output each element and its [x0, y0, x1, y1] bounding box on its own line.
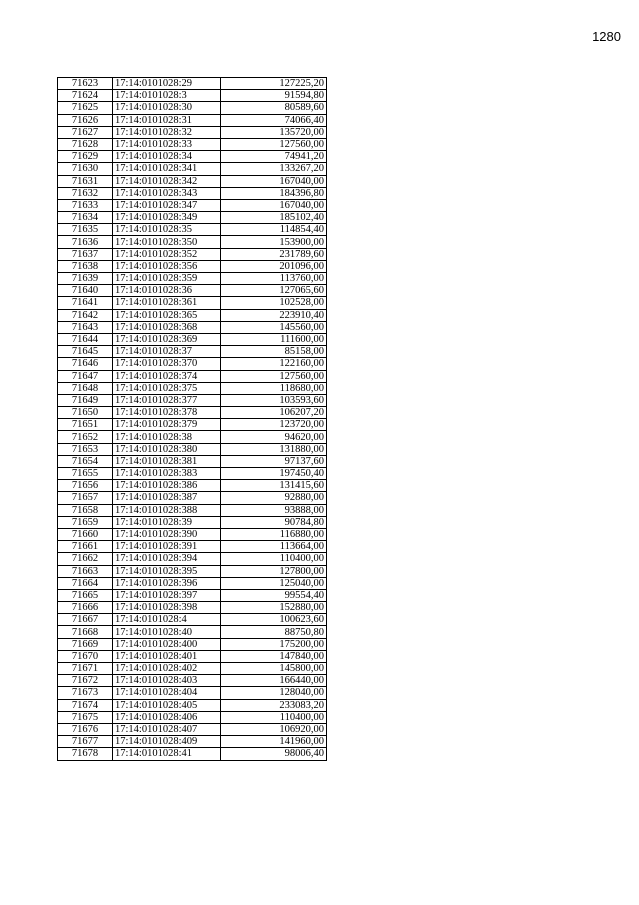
value-cell: 127225,20	[221, 78, 327, 90]
cadastral-number-cell: 17:14:0101028:3	[113, 90, 221, 102]
cadastral-number-cell: 17:14:0101028:33	[113, 138, 221, 150]
table-row	[58, 382, 327, 394]
table-row	[58, 138, 327, 150]
cadastral-number-cell: 17:14:0101028:380	[113, 443, 221, 455]
table-row	[58, 163, 327, 175]
record-number-cell: 71644	[58, 333, 113, 345]
value-cell: 85158,00	[221, 346, 327, 358]
table-row	[58, 151, 327, 163]
value-cell: 127800,00	[221, 565, 327, 577]
record-number-cell: 71678	[58, 748, 113, 760]
cadastral-number-cell: 17:14:0101028:356	[113, 260, 221, 272]
table-row	[58, 736, 327, 748]
value-cell: 74941,20	[221, 151, 327, 163]
table-row	[58, 407, 327, 419]
record-number-cell: 71664	[58, 577, 113, 589]
table-row	[58, 260, 327, 272]
value-cell: 145800,00	[221, 663, 327, 675]
table-row	[58, 699, 327, 711]
record-number-cell: 71648	[58, 382, 113, 394]
record-number-cell: 71652	[58, 431, 113, 443]
value-cell: 223910,40	[221, 309, 327, 321]
records-table-body	[58, 78, 327, 761]
page-number: 1280	[592, 29, 621, 44]
value-cell: 99554,40	[221, 589, 327, 601]
value-cell: 110400,00	[221, 553, 327, 565]
cadastral-number-cell: 17:14:0101028:405	[113, 699, 221, 711]
value-cell: 141960,00	[221, 736, 327, 748]
cadastral-number-cell: 17:14:0101028:349	[113, 212, 221, 224]
record-number-cell: 71647	[58, 370, 113, 382]
record-number-cell: 71667	[58, 614, 113, 626]
table-row	[58, 236, 327, 248]
table-row	[58, 663, 327, 675]
record-number-cell: 71653	[58, 443, 113, 455]
value-cell: 106920,00	[221, 723, 327, 735]
value-cell: 167040,00	[221, 175, 327, 187]
table-row	[58, 687, 327, 699]
record-number-cell: 71639	[58, 273, 113, 285]
cadastral-number-cell: 17:14:0101028:341	[113, 163, 221, 175]
value-cell: 114854,40	[221, 224, 327, 236]
record-number-cell: 71660	[58, 528, 113, 540]
table-row	[58, 248, 327, 260]
table-row	[58, 455, 327, 467]
record-number-cell: 71649	[58, 394, 113, 406]
table-row	[58, 419, 327, 431]
cadastral-number-cell: 17:14:0101028:398	[113, 602, 221, 614]
value-cell: 127560,00	[221, 138, 327, 150]
value-cell: 125040,00	[221, 577, 327, 589]
cadastral-number-cell: 17:14:0101028:368	[113, 321, 221, 333]
value-cell: 98006,40	[221, 748, 327, 760]
record-number-cell: 71646	[58, 358, 113, 370]
value-cell: 116880,00	[221, 528, 327, 540]
cadastral-number-cell: 17:14:0101028:34	[113, 151, 221, 163]
table-row	[58, 285, 327, 297]
value-cell: 133267,20	[221, 163, 327, 175]
record-number-cell: 71673	[58, 687, 113, 699]
table-row	[58, 602, 327, 614]
table-row	[58, 675, 327, 687]
cadastral-number-cell: 17:14:0101028:379	[113, 419, 221, 431]
records-table	[57, 77, 327, 761]
cadastral-number-cell: 17:14:0101028:41	[113, 748, 221, 760]
table-row	[58, 90, 327, 102]
value-cell: 197450,40	[221, 468, 327, 480]
cadastral-number-cell: 17:14:0101028:30	[113, 102, 221, 114]
cadastral-number-cell: 17:14:0101028:386	[113, 480, 221, 492]
record-number-cell: 71642	[58, 309, 113, 321]
table-row	[58, 723, 327, 735]
cadastral-number-cell: 17:14:0101028:394	[113, 553, 221, 565]
value-cell: 94620,00	[221, 431, 327, 443]
record-number-cell: 71663	[58, 565, 113, 577]
value-cell: 201096,00	[221, 260, 327, 272]
cadastral-number-cell: 17:14:0101028:378	[113, 407, 221, 419]
cadastral-number-cell: 17:14:0101028:397	[113, 589, 221, 601]
table-row	[58, 443, 327, 455]
record-number-cell: 71655	[58, 468, 113, 480]
cadastral-number-cell: 17:14:0101028:352	[113, 248, 221, 260]
table-row	[58, 492, 327, 504]
table-row	[58, 297, 327, 309]
record-number-cell: 71627	[58, 126, 113, 138]
table-row	[58, 553, 327, 565]
cadastral-number-cell: 17:14:0101028:395	[113, 565, 221, 577]
cadastral-number-cell: 17:14:0101028:35	[113, 224, 221, 236]
table-row	[58, 78, 327, 90]
value-cell: 233083,20	[221, 699, 327, 711]
value-cell: 90784,80	[221, 516, 327, 528]
cadastral-number-cell: 17:14:0101028:36	[113, 285, 221, 297]
record-number-cell: 71641	[58, 297, 113, 309]
cadastral-number-cell: 17:14:0101028:400	[113, 638, 221, 650]
cadastral-number-cell: 17:14:0101028:383	[113, 468, 221, 480]
cadastral-number-cell: 17:14:0101028:38	[113, 431, 221, 443]
cadastral-number-cell: 17:14:0101028:381	[113, 455, 221, 467]
record-number-cell: 71623	[58, 78, 113, 90]
cadastral-number-cell: 17:14:0101028:391	[113, 541, 221, 553]
table-row	[58, 541, 327, 553]
value-cell: 175200,00	[221, 638, 327, 650]
table-row	[58, 626, 327, 638]
record-number-cell: 71671	[58, 663, 113, 675]
record-number-cell: 71633	[58, 199, 113, 211]
value-cell: 93888,00	[221, 504, 327, 516]
cadastral-number-cell: 17:14:0101028:401	[113, 650, 221, 662]
cadastral-number-cell: 17:14:0101028:359	[113, 273, 221, 285]
table-row	[58, 309, 327, 321]
value-cell: 103593,60	[221, 394, 327, 406]
record-number-cell: 71662	[58, 553, 113, 565]
cadastral-number-cell: 17:14:0101028:370	[113, 358, 221, 370]
cadastral-number-cell: 17:14:0101028:4	[113, 614, 221, 626]
value-cell: 167040,00	[221, 199, 327, 211]
value-cell: 100623,60	[221, 614, 327, 626]
record-number-cell: 71665	[58, 589, 113, 601]
record-number-cell: 71628	[58, 138, 113, 150]
record-number-cell: 71666	[58, 602, 113, 614]
table-row	[58, 468, 327, 480]
record-number-cell: 71630	[58, 163, 113, 175]
table-row	[58, 650, 327, 662]
value-cell: 153900,00	[221, 236, 327, 248]
table-row	[58, 394, 327, 406]
value-cell: 152880,00	[221, 602, 327, 614]
record-number-cell: 71640	[58, 285, 113, 297]
cadastral-number-cell: 17:14:0101028:37	[113, 346, 221, 358]
table-row	[58, 528, 327, 540]
value-cell: 113760,00	[221, 273, 327, 285]
value-cell: 127065,60	[221, 285, 327, 297]
table-row	[58, 638, 327, 650]
table-row	[58, 589, 327, 601]
value-cell: 91594,80	[221, 90, 327, 102]
cadastral-number-cell: 17:14:0101028:347	[113, 199, 221, 211]
cadastral-number-cell: 17:14:0101028:361	[113, 297, 221, 309]
value-cell: 127560,00	[221, 370, 327, 382]
table-row	[58, 175, 327, 187]
record-number-cell: 71674	[58, 699, 113, 711]
value-cell: 123720,00	[221, 419, 327, 431]
value-cell: 166440,00	[221, 675, 327, 687]
table-row	[58, 321, 327, 333]
cadastral-number-cell: 17:14:0101028:365	[113, 309, 221, 321]
value-cell: 102528,00	[221, 297, 327, 309]
record-number-cell: 71625	[58, 102, 113, 114]
record-number-cell: 71624	[58, 90, 113, 102]
value-cell: 74066,40	[221, 114, 327, 126]
cadastral-number-cell: 17:14:0101028:403	[113, 675, 221, 687]
record-number-cell: 71669	[58, 638, 113, 650]
cadastral-number-cell: 17:14:0101028:404	[113, 687, 221, 699]
record-number-cell: 71672	[58, 675, 113, 687]
record-number-cell: 71626	[58, 114, 113, 126]
table-row	[58, 614, 327, 626]
cadastral-number-cell: 17:14:0101028:396	[113, 577, 221, 589]
record-number-cell: 71657	[58, 492, 113, 504]
table-row	[58, 565, 327, 577]
cadastral-number-cell: 17:14:0101028:402	[113, 663, 221, 675]
table-row	[58, 431, 327, 443]
table-row	[58, 358, 327, 370]
record-number-cell: 71656	[58, 480, 113, 492]
record-number-cell: 71677	[58, 736, 113, 748]
cadastral-number-cell: 17:14:0101028:40	[113, 626, 221, 638]
value-cell: 80589,60	[221, 102, 327, 114]
record-number-cell: 71629	[58, 151, 113, 163]
record-number-cell: 71636	[58, 236, 113, 248]
table-row	[58, 199, 327, 211]
value-cell: 135720,00	[221, 126, 327, 138]
table-row	[58, 273, 327, 285]
cadastral-number-cell: 17:14:0101028:342	[113, 175, 221, 187]
table-row	[58, 504, 327, 516]
value-cell: 88750,80	[221, 626, 327, 638]
cadastral-number-cell: 17:14:0101028:343	[113, 187, 221, 199]
record-number-cell: 71659	[58, 516, 113, 528]
value-cell: 128040,00	[221, 687, 327, 699]
table-row	[58, 102, 327, 114]
value-cell: 131880,00	[221, 443, 327, 455]
value-cell: 231789,60	[221, 248, 327, 260]
value-cell: 106207,20	[221, 407, 327, 419]
table-row	[58, 711, 327, 723]
cadastral-number-cell: 17:14:0101028:377	[113, 394, 221, 406]
table-row	[58, 224, 327, 236]
value-cell: 131415,60	[221, 480, 327, 492]
table-row	[58, 212, 327, 224]
cadastral-number-cell: 17:14:0101028:390	[113, 528, 221, 540]
record-number-cell: 71654	[58, 455, 113, 467]
value-cell: 110400,00	[221, 711, 327, 723]
record-number-cell: 71668	[58, 626, 113, 638]
record-number-cell: 71635	[58, 224, 113, 236]
cadastral-number-cell: 17:14:0101028:350	[113, 236, 221, 248]
table-row	[58, 577, 327, 589]
value-cell: 97137,60	[221, 455, 327, 467]
value-cell: 111600,00	[221, 333, 327, 345]
value-cell: 184396,80	[221, 187, 327, 199]
table-row	[58, 346, 327, 358]
cadastral-number-cell: 17:14:0101028:387	[113, 492, 221, 504]
value-cell: 122160,00	[221, 358, 327, 370]
cadastral-number-cell: 17:14:0101028:409	[113, 736, 221, 748]
table-row	[58, 333, 327, 345]
record-number-cell: 71651	[58, 419, 113, 431]
record-number-cell: 71632	[58, 187, 113, 199]
record-number-cell: 71650	[58, 407, 113, 419]
cadastral-number-cell: 17:14:0101028:406	[113, 711, 221, 723]
cadastral-number-cell: 17:14:0101028:375	[113, 382, 221, 394]
cadastral-number-cell: 17:14:0101028:374	[113, 370, 221, 382]
table-row	[58, 480, 327, 492]
record-number-cell: 71645	[58, 346, 113, 358]
cadastral-number-cell: 17:14:0101028:407	[113, 723, 221, 735]
record-number-cell: 71658	[58, 504, 113, 516]
record-number-cell: 71634	[58, 212, 113, 224]
table-row	[58, 126, 327, 138]
record-number-cell: 71661	[58, 541, 113, 553]
record-number-cell: 71638	[58, 260, 113, 272]
table-row	[58, 187, 327, 199]
table-row	[58, 370, 327, 382]
record-number-cell: 71675	[58, 711, 113, 723]
value-cell: 118680,00	[221, 382, 327, 394]
table-row	[58, 748, 327, 760]
record-number-cell: 71637	[58, 248, 113, 260]
cadastral-number-cell: 17:14:0101028:369	[113, 333, 221, 345]
cadastral-number-cell: 17:14:0101028:39	[113, 516, 221, 528]
table-row	[58, 516, 327, 528]
value-cell: 145560,00	[221, 321, 327, 333]
value-cell: 92880,00	[221, 492, 327, 504]
cadastral-number-cell: 17:14:0101028:388	[113, 504, 221, 516]
record-number-cell: 71643	[58, 321, 113, 333]
record-number-cell: 71676	[58, 723, 113, 735]
value-cell: 113664,00	[221, 541, 327, 553]
record-number-cell: 71631	[58, 175, 113, 187]
cadastral-number-cell: 17:14:0101028:31	[113, 114, 221, 126]
cadastral-number-cell: 17:14:0101028:29	[113, 78, 221, 90]
record-number-cell: 71670	[58, 650, 113, 662]
cadastral-number-cell: 17:14:0101028:32	[113, 126, 221, 138]
value-cell: 185102,40	[221, 212, 327, 224]
value-cell: 147840,00	[221, 650, 327, 662]
table-row	[58, 114, 327, 126]
